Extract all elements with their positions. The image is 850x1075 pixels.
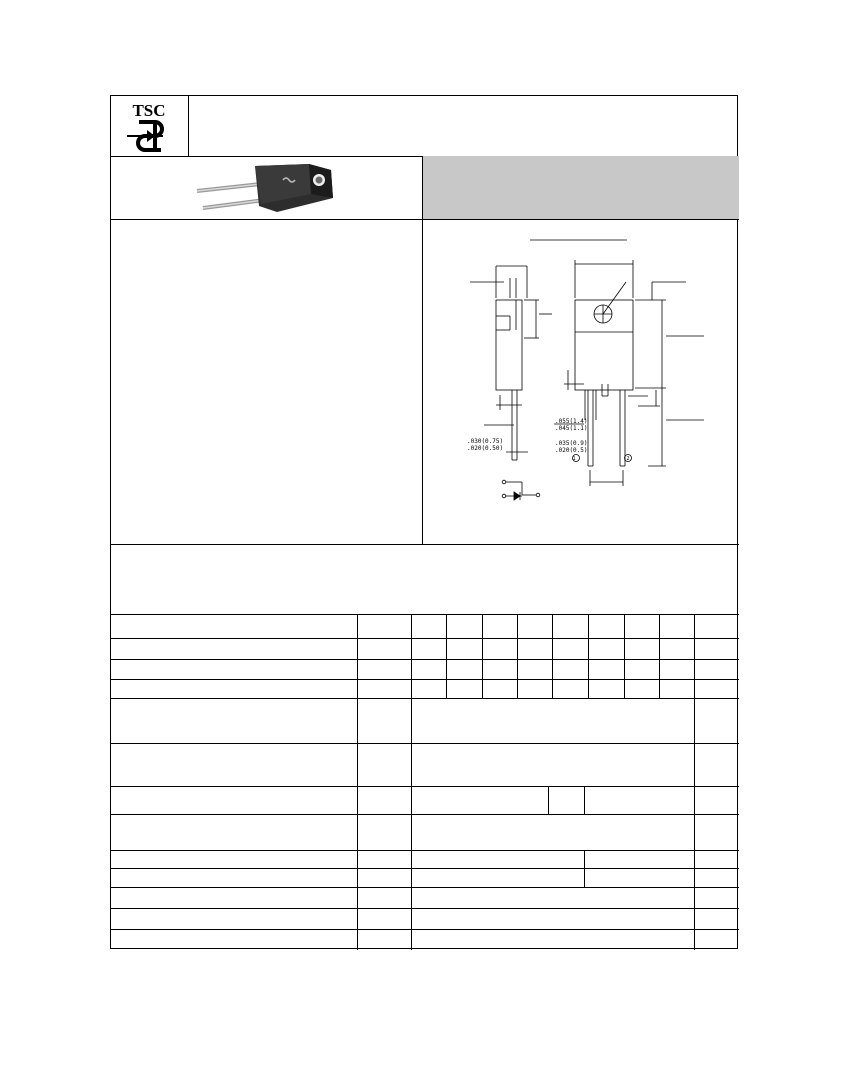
table-row-rule-7: [111, 814, 739, 815]
table-top-rule: [111, 614, 739, 615]
header-divider: [188, 96, 189, 156]
table-split-rule-b: [584, 786, 585, 814]
datasheet-frame: [110, 95, 738, 949]
table-row-rule-2: [111, 659, 739, 660]
pin-2-mark: 2: [626, 456, 630, 462]
table-split-rule-c: [584, 850, 585, 887]
logo-text: TSC: [132, 101, 166, 120]
part-number-panel: [423, 156, 739, 219]
table-row-rule-8: [111, 850, 739, 851]
tsc-logo: [111, 96, 188, 156]
dim-label-side-lead-max: .030(0.75): [467, 438, 504, 445]
table-row-rule-5: [111, 743, 739, 744]
pin-1-mark: 1: [572, 456, 576, 462]
table-col-rule-unit: [694, 614, 695, 950]
table-col-rule-part-4: [552, 614, 553, 698]
table-row-rule-11: [111, 908, 739, 909]
table-row-rule-6: [111, 786, 739, 787]
features-row-bottom-rule: [111, 544, 739, 545]
product-photo: [191, 158, 341, 223]
table-row-rule-12: [111, 929, 739, 930]
table-col-rule-part-7: [659, 614, 660, 698]
table-col-rule-part-1: [446, 614, 447, 698]
table-row-rule-4: [111, 698, 739, 699]
dim-label-lead-width-max: .055(1.4): [555, 418, 588, 425]
table-col-rule-part-2: [482, 614, 483, 698]
dim-label-side-lead-min: .020(0.50): [467, 445, 504, 452]
table-row-rule-9: [111, 868, 739, 869]
table-row-rule-1: [111, 638, 739, 639]
table-col-rule-part-3: [517, 614, 518, 698]
dim-label-lead-thick-max: .035(0.9): [555, 440, 588, 447]
package-outline-drawing: [424, 220, 738, 549]
table-col-rule-part-5: [588, 614, 589, 698]
dim-label-lead-width-min: .045(1.1): [555, 425, 588, 432]
table-row-rule-10: [111, 887, 739, 888]
dim-label-lead-thick-min: .020(0.5): [555, 447, 588, 454]
table-col-rule-part-6: [624, 614, 625, 698]
table-split-rule-a: [548, 786, 549, 814]
table-col-rule-symbol: [411, 614, 412, 950]
table-row-rule-3: [111, 679, 739, 680]
table-col-rule-param: [357, 614, 358, 950]
